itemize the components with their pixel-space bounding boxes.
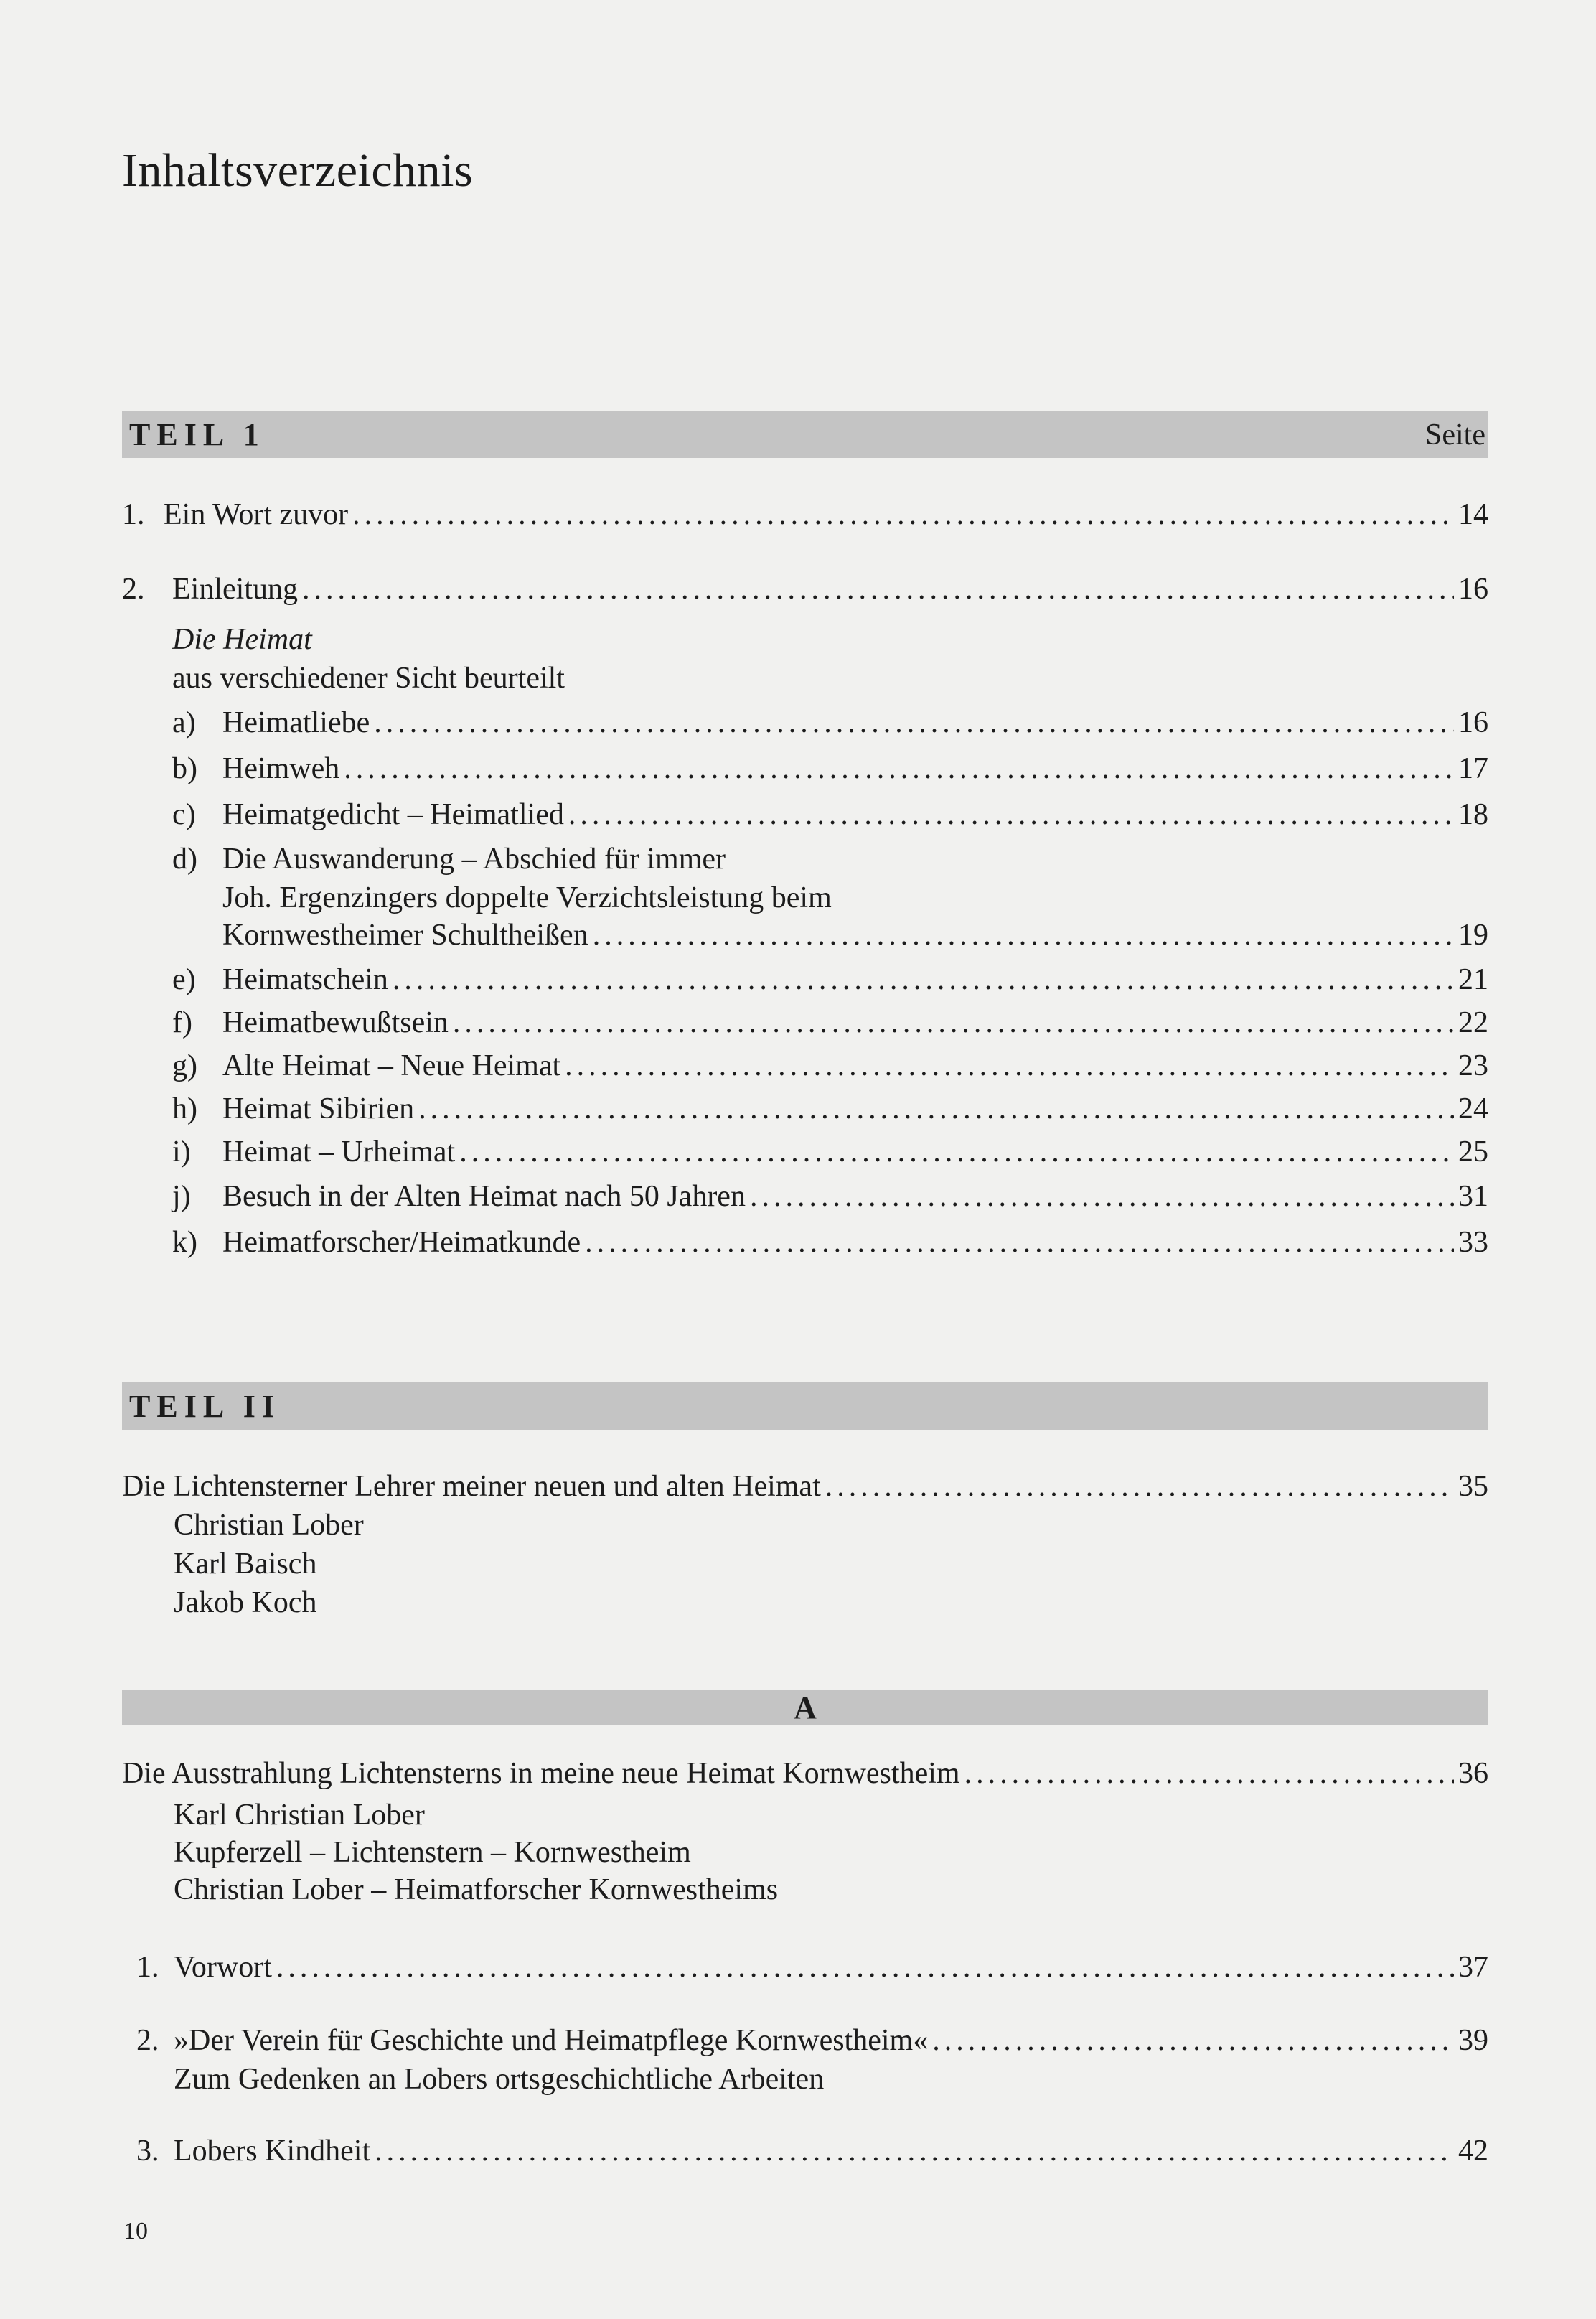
entry-number: 2. (136, 2024, 159, 2057)
dot-leader (344, 751, 1454, 787)
entry-letter: j) (172, 1180, 191, 1213)
entry-page: 22 (1458, 1006, 1488, 1039)
entry-title: Heimat – Urheimat (222, 1135, 456, 1168)
dot-leader (568, 797, 1454, 833)
dot-leader (964, 1756, 1454, 1791)
entry-letter: f) (172, 1006, 192, 1039)
toc-entry-1 (122, 497, 1488, 533)
toc-entry-a2 (136, 2023, 1488, 2058)
entry-title: Einleitung (172, 573, 298, 606)
entry-page: 17 (1458, 752, 1488, 785)
entry-page: 24 (1458, 1092, 1488, 1125)
subtitle-line: Karl Christian Lober (174, 1799, 425, 1832)
subtitle-line: Zum Gedenken an Lobers ortsgeschichtliche Arbeiten (174, 2063, 825, 2096)
entry-page: 39 (1458, 2024, 1488, 2057)
entry-letter: e) (172, 963, 196, 996)
toc-subentry-k (172, 1224, 1488, 1260)
entry-title: Heimatforscher/Heimatkunde (222, 1226, 581, 1259)
entry-page: 18 (1458, 798, 1488, 831)
subtitle-line: Christian Lober – Heimatforscher Kornwestheims (174, 1873, 779, 1906)
dot-leader (459, 1134, 1454, 1170)
dot-leader (418, 1091, 1454, 1127)
toc-entry-teil2 (122, 1468, 1488, 1504)
intro-italic: Die Heimat (172, 623, 312, 656)
section-a-label: A (794, 1690, 817, 1725)
toc-subentry-d-line3 (222, 917, 1488, 953)
entry-title: Heimatschein (222, 963, 388, 996)
entry-page: 14 (1458, 498, 1488, 531)
seite-label: Seite (1425, 418, 1485, 451)
dot-leader (750, 1179, 1454, 1214)
toc-subentry-b (172, 751, 1488, 787)
entry-title: Vorwort (174, 1951, 272, 1984)
teil2-header-bar (122, 1382, 1488, 1430)
toc-entry-2 (122, 571, 1488, 607)
entry-title: Lobers Kindheit (174, 2135, 371, 2168)
entry-page: 35 (1458, 1470, 1488, 1503)
dot-leader (393, 962, 1454, 998)
entry-title: Heimat Sibirien (222, 1092, 415, 1125)
entry-title: Besuch in der Alten Heimat nach 50 Jahren (222, 1180, 746, 1213)
entry-letter: b) (172, 752, 197, 785)
teacher-name: Christian Lober (174, 1509, 364, 1542)
toc-subentry-d (172, 841, 726, 877)
toc-entry-section-a (122, 1756, 1488, 1791)
entry-page: 16 (1458, 706, 1488, 739)
entry-number: 1. (136, 1951, 159, 1984)
entry-number: 1. (122, 498, 145, 531)
intro-line: aus verschiedener Sicht beurteilt (172, 662, 565, 695)
toc-subentry-d-line2: Joh. Ergenzingers doppelte Verzichtsleistung beim (222, 881, 832, 914)
toc-subentry-e (172, 962, 1488, 998)
teil2-label: TEIL II (129, 1389, 281, 1424)
toc-subentry-f (172, 1005, 1488, 1041)
dot-leader (276, 1949, 1454, 1985)
entry-letter: a) (172, 706, 196, 739)
entry-title: Alte Heimat – Neue Heimat (222, 1049, 561, 1082)
entry-title: »Der Verein für Geschichte und Heimatpflege Kornwestheim« (174, 2024, 929, 2057)
entry-title: Heimatbewußtsein (222, 1006, 449, 1039)
entry-title: Heimatgedicht – Heimatlied (222, 798, 564, 831)
dot-leader (825, 1468, 1454, 1504)
teacher-name: Jakob Koch (174, 1586, 317, 1619)
dot-leader (565, 1048, 1454, 1084)
entry-title: Kornwestheimer Schultheißen (222, 919, 588, 952)
dot-leader (302, 571, 1454, 607)
entry-letter: h) (172, 1092, 197, 1125)
dot-leader (932, 2023, 1454, 2058)
dot-leader (585, 1224, 1454, 1260)
entry-letter: g) (172, 1049, 197, 1082)
teil1-label: TEIL 1 (129, 417, 266, 452)
entry-number: 2. (122, 573, 145, 606)
entry-title: Heimweh (222, 752, 340, 785)
toc-entry-a1 (136, 1949, 1488, 1985)
entry-letter: c) (172, 798, 196, 831)
page-title: Inhaltsverzeichnis (122, 144, 474, 197)
entry-page: 42 (1458, 2135, 1488, 2168)
entry-letter: d) (172, 843, 197, 876)
entry-page: 31 (1458, 1180, 1488, 1213)
toc-subentry-a (172, 705, 1488, 741)
teacher-name: Karl Baisch (174, 1547, 317, 1580)
dot-leader (593, 917, 1454, 953)
page-number: 10 (123, 2218, 148, 2244)
toc-subentry-g (172, 1048, 1488, 1084)
entry-page: 23 (1458, 1049, 1488, 1082)
entry-page: 19 (1458, 919, 1488, 952)
toc-subentry-h (172, 1091, 1488, 1127)
dot-leader (352, 497, 1454, 533)
toc-subentry-c (172, 797, 1488, 833)
entry-title: Heimatliebe (222, 706, 370, 739)
dot-leader (453, 1005, 1454, 1041)
teil1-header-bar (122, 411, 1488, 458)
dot-leader (374, 705, 1454, 741)
entry-title: Die Lichtensterner Lehrer meiner neuen und alten Heimat (122, 1470, 821, 1503)
entry-title: Die Ausstrahlung Lichtensterns in meine neue Heimat Kornwestheim (122, 1757, 960, 1790)
entry-page: 25 (1458, 1135, 1488, 1168)
entry-page: 21 (1458, 963, 1488, 996)
toc-subentry-j (172, 1179, 1488, 1214)
toc-entry-a3 (136, 2133, 1488, 2169)
subtitle-line: Kupferzell – Lichtenstern – Kornwestheim (174, 1836, 691, 1869)
entry-title: Ein Wort zuvor (164, 498, 349, 531)
entry-letter: i) (172, 1135, 191, 1168)
entry-page: 16 (1458, 573, 1488, 606)
entry-letter: k) (172, 1226, 197, 1259)
entry-page: 33 (1458, 1226, 1488, 1259)
entry-page: 37 (1458, 1951, 1488, 1984)
toc-subentry-i (172, 1134, 1488, 1170)
entry-number: 3. (136, 2135, 159, 2168)
entry-page: 36 (1458, 1757, 1488, 1790)
entry-title: Die Auswanderung – Abschied für immer (222, 843, 726, 876)
section-a-header-bar (122, 1690, 1488, 1725)
dot-leader (375, 2133, 1454, 2169)
